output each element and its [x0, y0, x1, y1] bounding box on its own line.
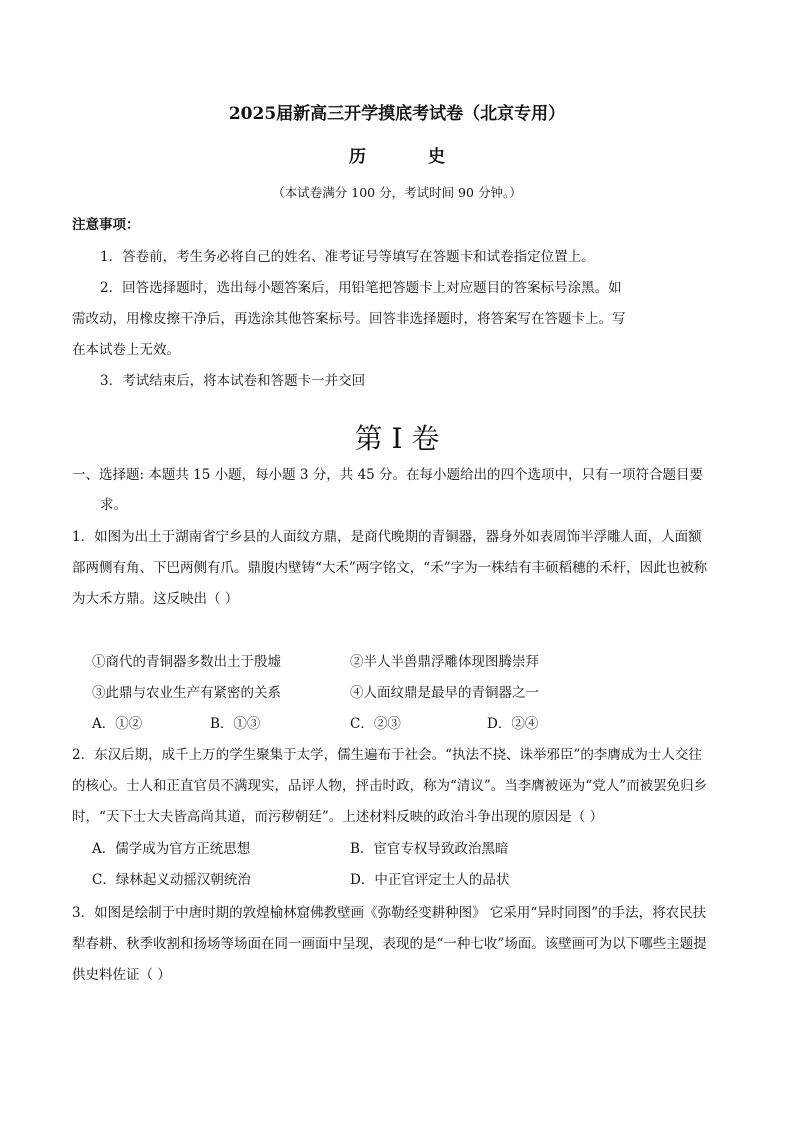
q2-option-b: B．宦官专权导致政治黑暗 — [350, 841, 509, 857]
q2-stem-line-1: 2．东汉后期，成千上万的学生聚集于太学，儒生遍布于社会。“执法不挠、诛举邪臣”的李膺成为士人交往 — [72, 747, 702, 763]
q1-statement-3: ③此鼎与农业生产有紧密的关系 — [92, 685, 281, 701]
q1-option-c: C．②③ — [350, 716, 401, 732]
q3-stem-line-1: 3．如图是绘制于中唐时期的敦煌榆林窟佛教壁画《弥勒经变耕种图》 它采用“异时同图”的手法，将农民扶 — [72, 905, 707, 921]
notice-item-2-line-3: 在本试卷上无效。 — [72, 342, 180, 358]
q2-option-a: A．儒学成为官方正统思想 — [92, 841, 251, 857]
q1-option-b: B．①③ — [210, 716, 261, 732]
notice-item-2-line-1: 2．回答选择题时，选出每小题答案后，用铅笔把答题卡上对应题目的答案标号涂黑。如 — [100, 280, 622, 296]
notice-item-1: 1．答卷前，考生务必将自己的姓名、准考证号等填写在答题卡和试卷指定位置上。 — [100, 249, 595, 265]
q1-option-d: D．②④ — [487, 716, 539, 732]
subject-char-right: 史 — [428, 147, 445, 167]
notice-item-2-line-2: 需改动，用橡皮擦干净后，再选涂其他答案标号。回答非选择题时，将答案写在答题卡上。写 — [72, 311, 626, 327]
q2-option-d: D．中正官评定士人的品状 — [350, 872, 510, 888]
q1-statement-4: ④人面纹鼎是最早的青铜器之一 — [350, 685, 539, 701]
q3-stem-line-2: 犁春耕、秋季收割和扬场等场面在同一画面中呈现，表现的是“一种七收”场面。该壁画可为以下哪些主题提 — [72, 936, 707, 952]
q2-option-c: C．绿林起义动摇汉朝统治 — [92, 872, 251, 888]
q1-stem-line-2: 部两侧有角、下巴两侧有爪。鼎腹内壁铸“大禾”两字铭文，“禾”字为一株结有丰硕稻穗的禾杆，因此也被称 — [72, 560, 708, 576]
exam-note: （本试卷满分 100 分，考试时间 90 分钟。） — [272, 185, 522, 200]
notice-heading: 注意事项： — [72, 217, 140, 233]
section-instruction-line-1: 一、选择题: 本题共 15 小题，每小题 3 分，共 45 分。在每小题给出的四个选项中，只有一项符合题目要 — [72, 467, 704, 483]
q2-stem-line-3: 时，“天下士大夫皆高尚其道，而污秽朝廷”。上述材料反映的政治斗争出现的原因是（ ） — [72, 809, 604, 825]
section-instruction-line-2: 求。 — [100, 497, 127, 513]
q1-statement-1: ①商代的青铜器多数出土于殷墟 — [92, 654, 281, 670]
q1-statement-2: ②半人半兽鼎浮雕体现图腾崇拜 — [350, 654, 539, 670]
subject-char-left: 历 — [349, 147, 366, 167]
q3-stem-line-3: 供史料佐证（ ） — [72, 967, 171, 983]
q1-option-a: A．①② — [92, 716, 143, 732]
q1-stem-line-1: 1．如图为出土于湖南省宁乡县的人面纹方鼎，是商代晚期的青铜器，器身外如表周饰半浮雕人面，人面额 — [72, 529, 702, 545]
section-title: 第 I 卷 — [354, 422, 440, 455]
exam-title: 2025届新高三开学摸底考试卷（北京专用） — [228, 104, 566, 124]
subject-heading — [0, 148, 794, 166]
notice-item-3: 3．考试结束后，将本试卷和答题卡一并交回 — [100, 373, 366, 389]
q2-stem-line-2: 的核心。士人和正直官员不满现实，品评人物，抨击时政，称为“清议”。当李膺被诬为“党人”而被罢免归乡 — [72, 778, 708, 794]
q1-stem-line-3: 为大禾方鼎。这反映出（ ） — [72, 591, 239, 607]
